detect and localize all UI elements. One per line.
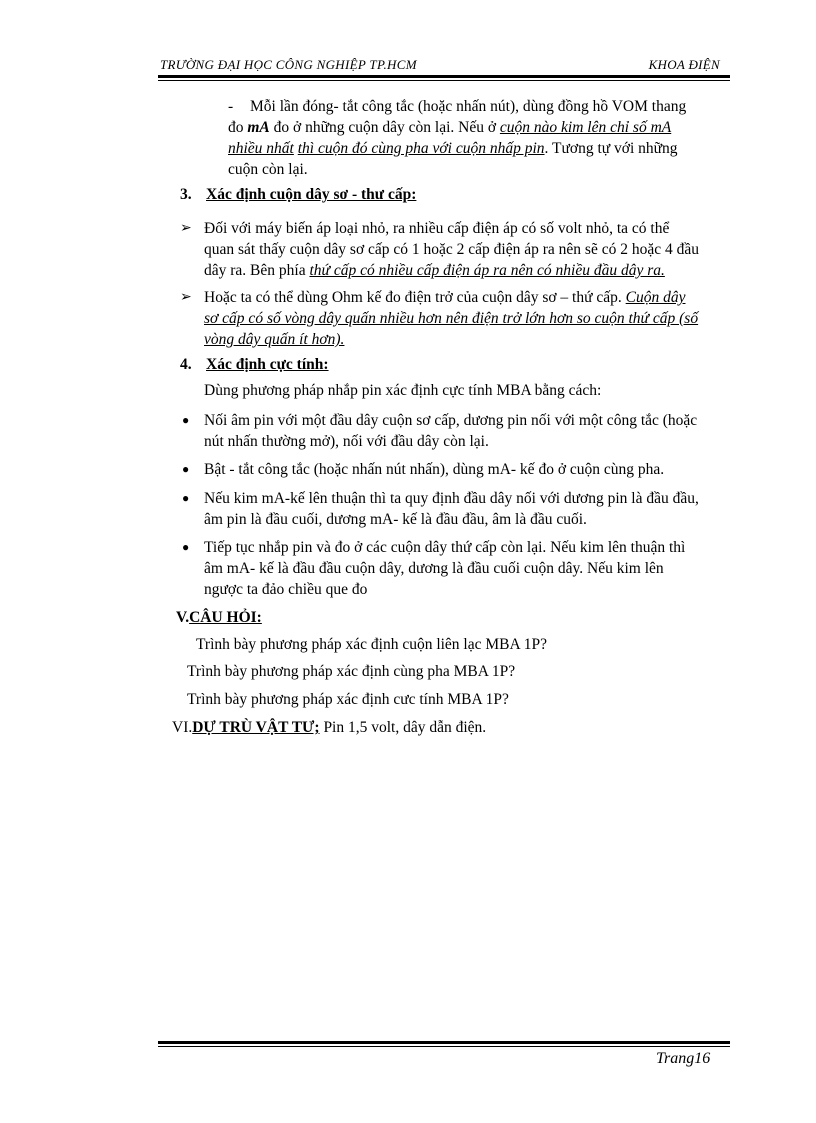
section-4-bullet-3-line-2: âm pin là đầu cuối, dương mA- kế là đầu đầu, âm là đầu cuối. — [204, 511, 587, 528]
section-4-bullet-4-line-1: Tiếp tục nhắp pin và đo ở các cuộn dây thứ cấp còn lại. Nếu kim lên thuận thì — [204, 539, 686, 556]
arrow-bullet-icon: ➢ — [180, 290, 192, 305]
section-4-bullet-4-line-3: ngược ta đảo chiều que đo — [204, 581, 368, 598]
section-4-bullet-4-line-2: âm mA- kế là đầu đầu cuộn dây, dương là đầu cuối cuộn dây. Nếu kim lên — [204, 560, 664, 577]
bullet-icon: ● — [182, 491, 190, 505]
section-6-heading: VI.DỰ TRÙ VẬT TƯ; Pin 1,5 volt, dây dẫn điện. — [172, 719, 487, 736]
section-3-item-1-line-2: quan sát thấy cuộn dây sơ cấp có 1 hoặc 2 cấp điện áp ra nên sẽ có 2 hoặc 4 đầu — [204, 241, 699, 258]
section-3-item-2-line-3: vòng dây quấn ít hơn). — [204, 331, 345, 348]
section-4-bullet-1-line-1: Nối âm pin với một đầu dây cuộn sơ cấp, dương pin nối với một công tắc (hoặc — [204, 412, 698, 429]
footer-rule-thin — [158, 1046, 730, 1047]
question-1: Trình bày phương pháp xác định cuộn liên lạc MBA 1P? — [196, 636, 547, 653]
section-4-heading: 4. Xác định cực tính: — [180, 356, 329, 373]
section-3-item-1-line-3: dây ra. Bên phía thứ cấp có nhiều cấp điện áp ra nên có nhiều đầu dây ra. — [204, 262, 665, 279]
section-4-bullet-3-line-1: Nếu kim mA-kế lên thuận thì ta quy định đầu dây nối với dương pin là đầu đầu, — [204, 490, 699, 507]
header-rule — [158, 75, 730, 78]
section-3-item-1-line-1: Đối với máy biến áp loại nhỏ, ra nhiều cấp điện áp có số volt nhỏ, ta có thể — [204, 220, 670, 237]
section-3-item-2-line-2: sơ cấp có số vòng dây quấn nhiều hơn nên điện trở lớn hơn so cuộn thứ cấp (số — [204, 310, 699, 327]
question-2: Trình bày phương pháp xác định cùng pha MBA 1P? — [187, 663, 516, 680]
footer-rule — [158, 1041, 730, 1044]
section-5-heading: V.CÂU HỎI: — [176, 609, 262, 626]
section-3-heading: 3. Xác định cuộn dây sơ - thư cấp: — [180, 186, 417, 203]
section-4-intro: Dùng phương pháp nhắp pin xác định cực tính MBA bằng cách: — [204, 382, 602, 399]
section-4-bullet-2-line-1: Bật - tắt công tắc (hoặc nhấn nút nhấn), dùng mA- kế đo ở cuộn cùng pha. — [204, 461, 665, 478]
dash-item-line-2: đo mA đo ở những cuộn dây còn lại. Nếu ở cuộn nào kim lên chỉ số mA — [228, 119, 672, 136]
bullet-icon: ● — [182, 462, 190, 476]
page-header — [160, 54, 730, 76]
section-3-item-2-line-1: Hoặc ta có thể dùng Ohm kế đo điện trở của cuộn dây sơ – thứ cấp. Cuộn dây — [204, 289, 686, 306]
page-number: Trang16 — [656, 1050, 711, 1067]
faculty-name: KHOA ĐIỆN — [648, 57, 720, 72]
dash-item-line-3: nhiều nhất thì cuộn đó cùng pha với cuộn nhấp pin. Tương tự với những — [228, 140, 678, 157]
header-rule-thin — [158, 80, 730, 81]
bullet-icon: ● — [182, 413, 190, 427]
question-3: Trình bày phương pháp xác định cưc tính MBA 1P? — [187, 691, 509, 708]
dash-marker: - — [228, 98, 234, 115]
bullet-icon: ● — [182, 540, 190, 554]
dash-item-line-1: Mỗi lần đóng- tắt công tắc (hoặc nhấn nút), dùng đồng hồ VOM thang — [250, 98, 687, 115]
school-name: TRƯỜNG ĐẠI HỌC CÔNG NGHIỆP TP.HCM — [160, 57, 417, 72]
section-4-bullet-1-line-2: nút nhấn thường mở), nối với đầu dây còn lại. — [204, 433, 489, 450]
arrow-bullet-icon: ➢ — [180, 221, 192, 236]
dash-item-line-4: cuộn còn lại. — [228, 161, 308, 178]
